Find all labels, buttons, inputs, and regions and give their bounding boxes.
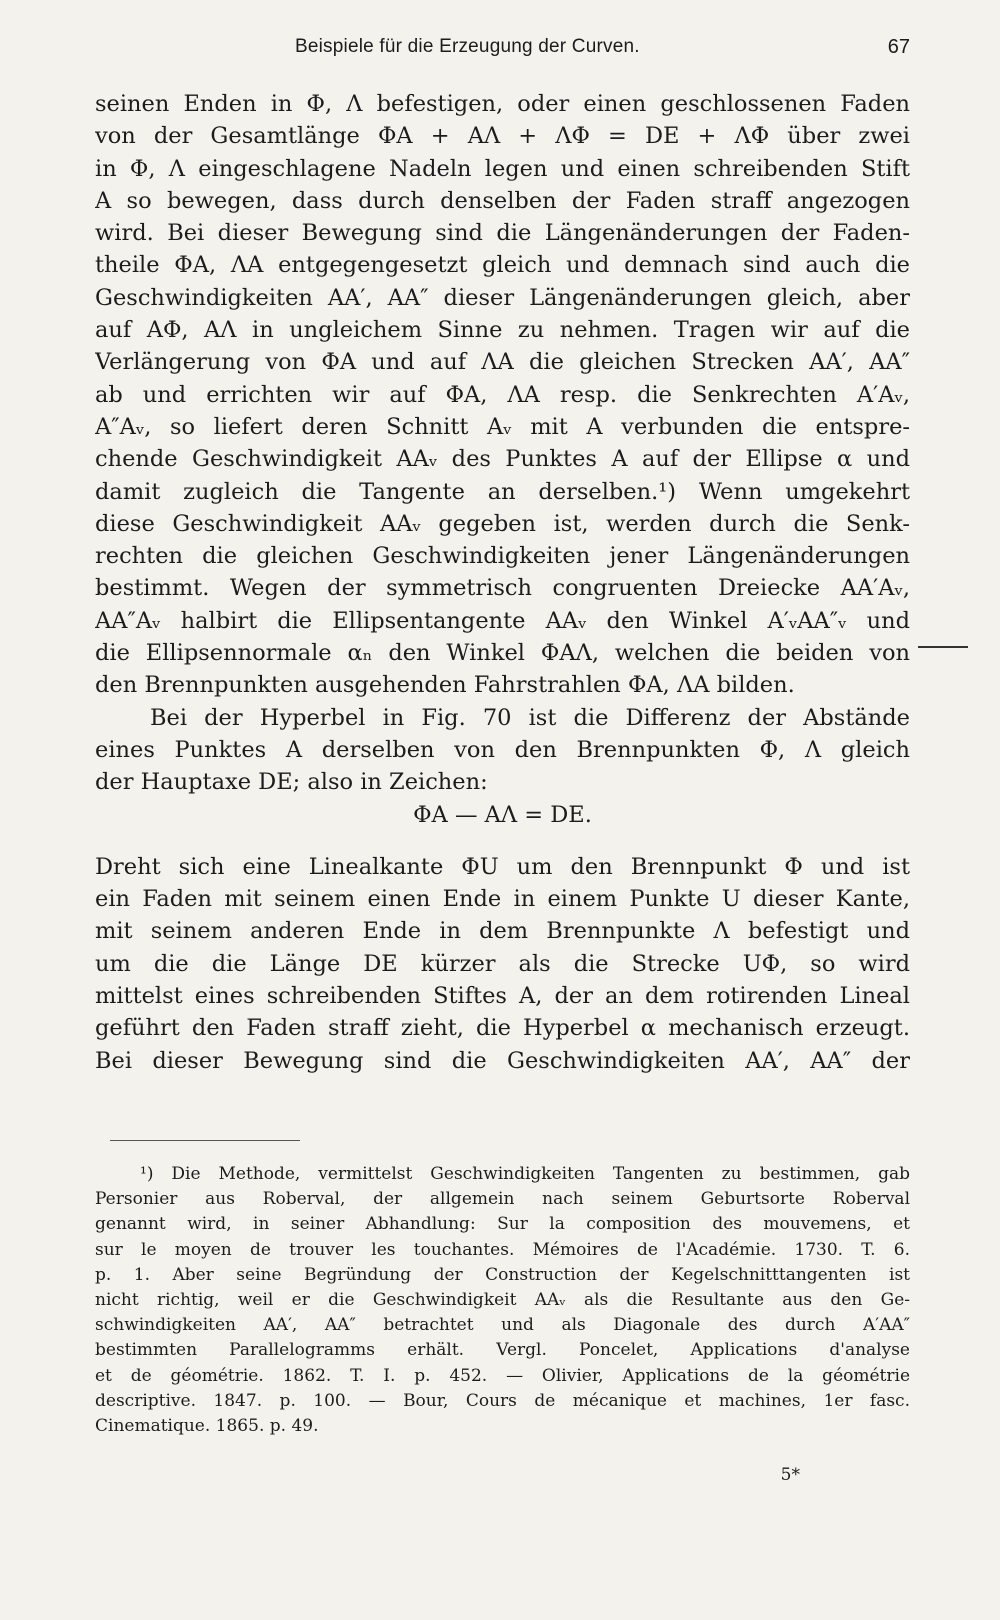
body-line: bestimmt. Wegen der symmetrisch congruenten Dreiecke AA′Aᵥ, [95,575,910,602]
body-line: Dreht sich eine Linealkante ΦU um den Brennpunkt Φ und ist [95,853,910,880]
display-equation: ΦA — AΛ = DE. [413,801,592,828]
signature-mark: 5* [780,1465,800,1485]
body-line: den Brennpunkten ausgehenden Fahrstrahlen ΦA, ΛA bilden. [95,672,795,699]
body-line: theile ΦA, ΛA entgegengesetzt gleich und demnach sind auch die [95,252,910,279]
body-line: A so bewegen, dass durch denselben der Faden straff angezogen [95,187,910,214]
footnote-rule [110,1140,300,1141]
body-line: chende Geschwindigkeit AAᵥ des Punktes A auf der Ellipse α und [95,446,910,473]
body-line: mit seinem anderen Ende in dem Brennpunkte Λ befestigt und [95,918,910,945]
body-line: in Φ, Λ eingeschlagene Nadeln legen und einen schreibenden Stift [95,155,910,182]
running-head: Beispiele für die Erzeugung der Curven. [295,36,640,57]
footnote-line: Cinematique. 1865. p. 49. [95,1415,319,1436]
body-line: ein Faden mit seinem einen Ende in einem Punkte U dieser Kante, [95,886,910,913]
page-header [0,30,1000,70]
body-line: um die die Länge DE kürzer als die Strecke UΦ, so wird [95,950,910,977]
footnote-line: et de géométrie. 1862. T. I. p. 452. — Olivier, Applications de la géométrie [95,1365,910,1386]
body-line: AA″Aᵥ halbirt die Ellipsentangente AAᵥ den Winkel A′ᵥAA″ᵥ und [95,607,910,634]
body-line: die Ellipsennormale αₙ den Winkel ΦAΛ, welchen die beiden von [95,640,910,667]
footnote-line: ¹) Die Methode, vermittelst Geschwindigkeiten Tangenten zu bestimmen, gab [140,1164,910,1184]
body-line: mittelst eines schreibenden Stiftes A, der an dem rotirenden Lineal [95,983,910,1010]
footnote-line: sur le moyen de trouver les touchantes. Mémoires de l'Académie. 1730. T. 6. [95,1239,910,1260]
footnote-line: schwindigkeiten AA′, AA″ betrachtet und als Diagonale des durch A′AA″ [95,1315,910,1336]
footnote-line: genannt wird, in seiner Abhandlung: Sur la composition des mouvemens, et [95,1214,910,1235]
footnotes [95,1162,910,1439]
body-line: A″Aᵥ, so liefert deren Schnitt Aᵥ mit A verbunden die entspre- [95,413,910,440]
footnote-line: descriptive. 1847. p. 100. — Bour, Cours de mécanique et machines, 1er fasc. [95,1390,910,1411]
page-number: 67 [887,36,910,58]
body-line: seinen Enden in Φ, Λ befestigen, oder einen geschlossenen Faden [95,91,910,117]
body-line: rechten die gleichen Geschwindigkeiten jener Längenänderungen [95,543,910,570]
body-line: der Hauptaxe DE; also in Zeichen: [95,769,488,796]
body-line: Bei der Hyperbel in Fig. 70 ist die Differenz der Abstände [150,704,910,731]
footnote-line: bestimmten Parallelogramms erhält. Vergl. Poncelet, Applications d'analyse [95,1340,910,1361]
body-line: auf AΦ, AΛ in ungleichem Sinne zu nehmen. Tragen wir auf die [95,317,910,344]
body-line: ab und errichten wir auf ΦA, ΛA resp. die Senkrechten A′Aᵥ, [95,381,910,408]
body-line: diese Geschwindigkeit AAᵥ gegeben ist, werden durch die Senk- [95,510,910,537]
footnote-line: Personier aus Roberval, der allgemein nach seinem Geburtsorte Roberval [95,1189,910,1210]
body-line: eines Punktes A derselben von den Brennpunkten Φ, Λ gleich [95,736,910,763]
body-line: von der Gesamtlänge ΦA + AΛ + ΛΦ = DE + ΛΦ über zwei [95,123,910,150]
body-line: damit zugleich die Tangente an derselben.¹) Wenn umgekehrt [95,478,910,505]
body-line: geführt den Faden straff zieht, die Hyperbel α mechanisch erzeugt. [95,1015,910,1042]
body-line: Bei dieser Bewegung sind die Geschwindigkeiten AA′, AA″ der [95,1047,910,1074]
body-text [95,88,910,1077]
body-line: wird. Bei dieser Bewegung sind die Längenänderungen der Faden- [95,220,910,247]
footnote-line: p. 1. Aber seine Begründung der Construction der Kegelschnitttangenten ist [95,1264,910,1285]
body-line: Geschwindigkeiten AA′, AA″ dieser Längenänderungen gleich, aber [95,284,910,311]
margin-mark [918,646,968,648]
footnote-line: nicht richtig, weil er die Geschwindigkeit AAᵥ als die Resultante aus den Ge- [95,1289,910,1310]
body-line: Verlängerung von ΦA und auf ΛA die gleichen Strecken AA′, AA″ [95,349,910,376]
